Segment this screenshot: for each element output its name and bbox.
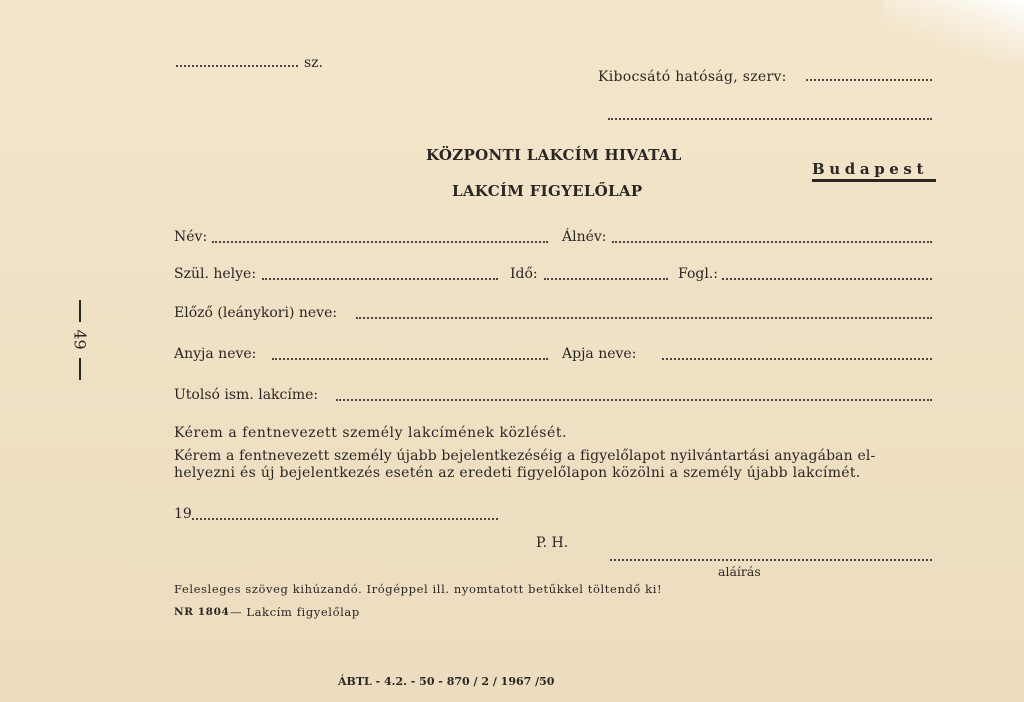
number-field[interactable] (176, 64, 298, 67)
last-address-label: Utolsó ism. lakcíme: (174, 387, 319, 403)
occupation-field[interactable] (722, 277, 932, 280)
issuer-field-line2[interactable] (608, 117, 932, 120)
request-text-2-line2: helyezni és új bejelentkezés esetén az eredeti figyelőlapon közölni a személy újabb lakcímét. (174, 465, 861, 481)
father-name-field[interactable] (662, 357, 932, 360)
name-label: Név: (174, 229, 208, 245)
form-name: — Lakcím figyelőlap (230, 605, 360, 619)
alias-label: Álnév: (562, 229, 607, 245)
year-prefix: 19 (174, 506, 192, 522)
occupation-label: Fogl.: (678, 266, 718, 282)
father-name-label: Apja neve: (562, 346, 637, 362)
signature-field[interactable] (610, 558, 932, 561)
maiden-name-label: Előző (leánykori) neve: (174, 305, 338, 321)
office-title: KÖZPONTI LAKCÍM HIVATAL (426, 146, 682, 164)
stamp-label: P. H. (536, 535, 569, 551)
fill-instruction: Felesleges szöveg kihúzandó. Irógéppel ill. nyomtatott betűkkel töltendő ki! (174, 582, 663, 596)
issuer-label: Kibocsátó hatóság, szerv: (598, 69, 787, 85)
time-field[interactable] (544, 277, 668, 280)
maiden-name-field[interactable] (356, 316, 932, 319)
name-field[interactable] (212, 240, 548, 243)
form-code: NR 1804 (174, 606, 230, 618)
alias-field[interactable] (612, 240, 932, 243)
birthplace-label: Szül. helye: (174, 266, 257, 282)
issuer-field[interactable] (806, 78, 932, 81)
request-text-1: Kérem a fentnevezett személy lakcímének közlését. (174, 425, 568, 441)
side-number: 49 (70, 329, 90, 350)
time-label: Idő: (510, 266, 538, 282)
city-label: Budapest (812, 160, 936, 182)
paper-fold (884, 0, 1024, 60)
side-bar-top (79, 300, 81, 322)
request-text-2-line1: Kérem a fentnevezett személy újabb bejelentkezéséig a figyelőlapot nyilvántartási anyagában el- (174, 448, 876, 464)
number-suffix: sz. (304, 55, 324, 71)
date-field[interactable] (192, 517, 498, 520)
signature-label: aláírás (718, 564, 761, 579)
side-page-number (70, 300, 90, 380)
form-title: LAKCÍM FIGYELŐLAP (452, 182, 643, 200)
archive-reference: ÁBTL - 4.2. - 50 - 870 / 2 / 1967 /50 (338, 675, 555, 688)
last-address-field[interactable] (336, 398, 932, 401)
birthplace-field[interactable] (262, 277, 498, 280)
mother-name-label: Anyja neve: (174, 346, 257, 362)
mother-name-field[interactable] (272, 357, 548, 360)
side-bar-bottom (79, 358, 81, 380)
